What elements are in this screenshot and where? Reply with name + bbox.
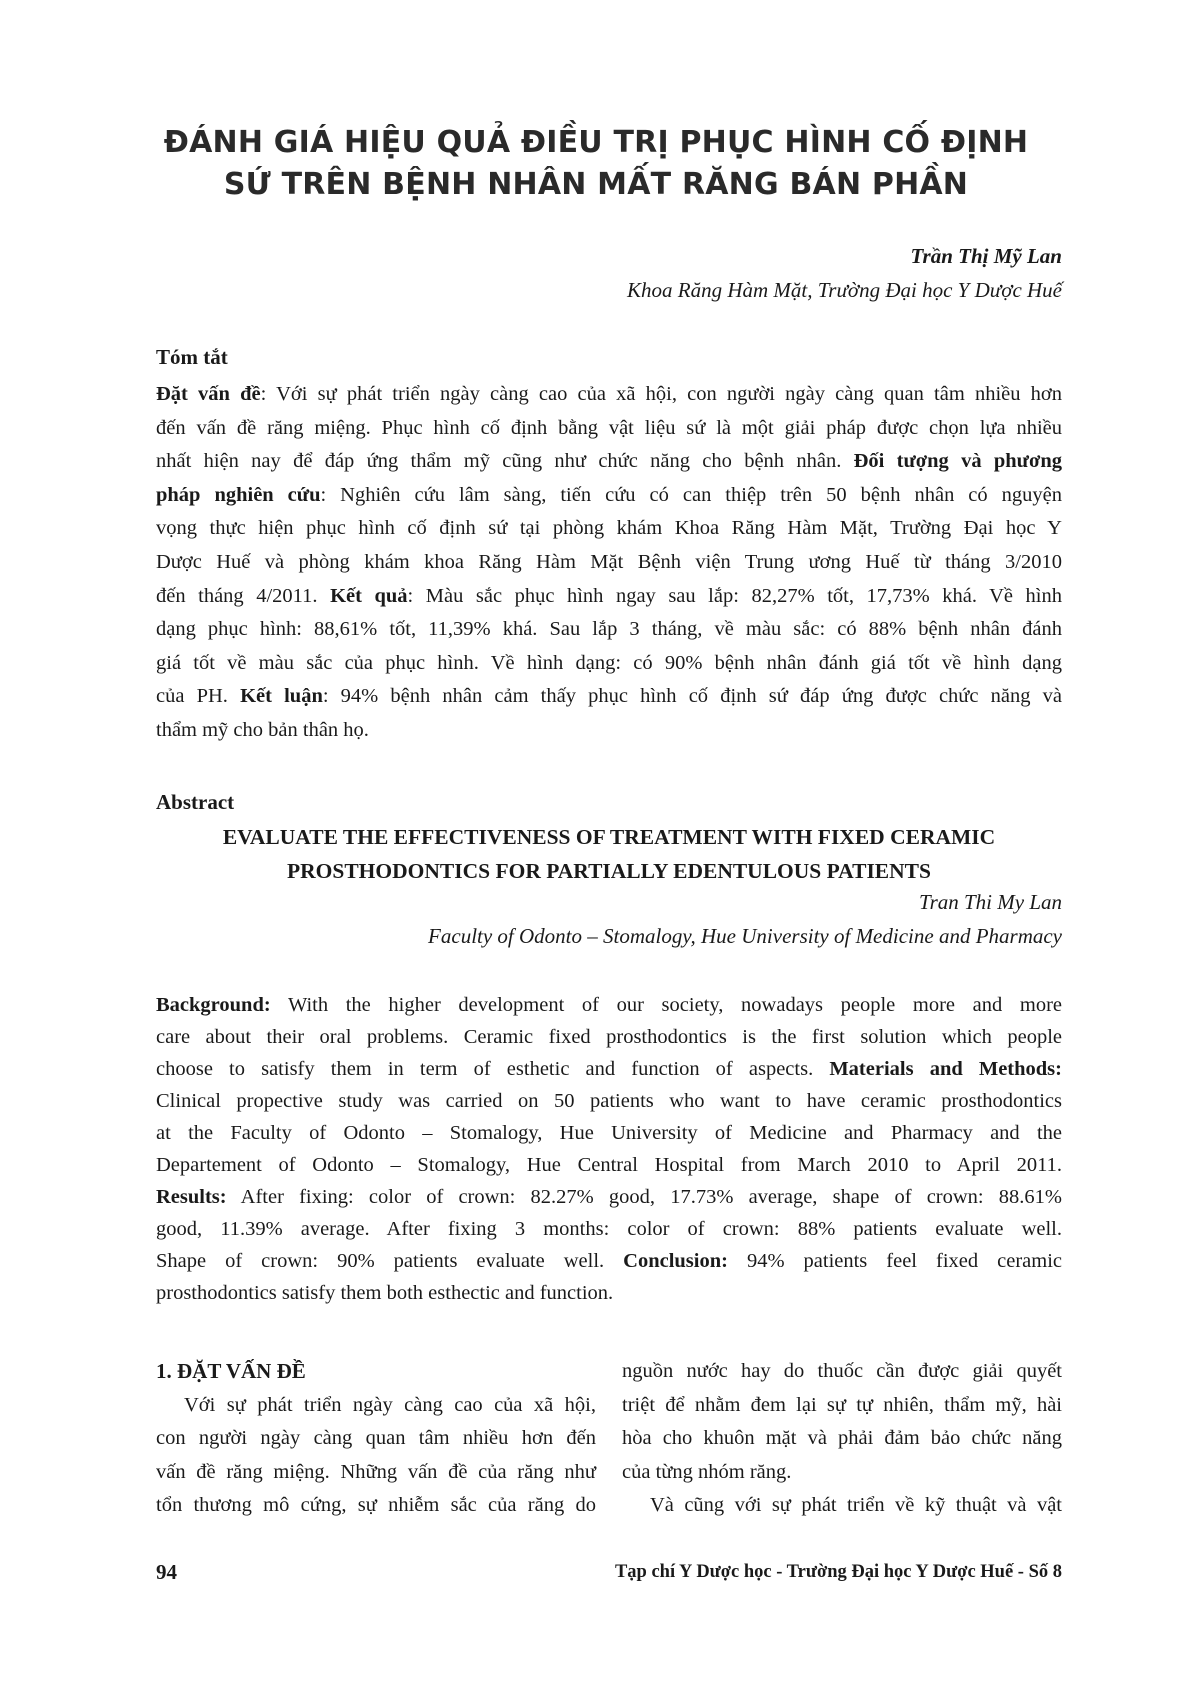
section1-right-column <box>622 1355 1062 1523</box>
abstract-title <box>156 820 1062 888</box>
abstract-author: Tran Thi My Lan <box>919 890 1062 914</box>
abstract-line: care about their oral problems. Ceramic fixed prosthodontics is the first solution which people <box>156 1026 1062 1048</box>
summary-paragraph <box>156 378 1062 748</box>
section1-line: nguồn nước hay do thuốc cần được giải quyết <box>622 1360 1062 1382</box>
section1-heading: 1. ĐẶT VẤN ĐỀ <box>156 1359 306 1383</box>
abstract-line: Background: With the higher development of our society, nowadays people more and more <box>156 994 1062 1016</box>
summary-line: vọng thực hiện phục hình cố định sứ tại phòng khám Khoa Răng Hàm Mặt, Trường Đại học Y <box>156 517 1062 540</box>
summary-line: Dược Huế và phòng khám khoa Răng Hàm Mặt Bệnh viện Trung ương Huế từ tháng 3/2010 <box>156 550 1062 573</box>
section1-line: Với sự phát triển ngày càng cao của xã hội, <box>184 1393 596 1416</box>
section1-left-column <box>156 1355 596 1523</box>
summary-line: nhất hiện nay để đáp ứng thẩm mỹ cũng như chức năng cho bệnh nhân. Đối tượng và phương <box>156 450 1062 473</box>
abstract-line: Shape of crown: 90% patients evaluate well. Conclusion: 94% patients feel fixed ceramic <box>156 1250 1062 1272</box>
abstract-title-line-2: PROSTHODONTICS FOR PARTIALLY EDENTULOUS PATIENTS <box>287 859 931 883</box>
summary-line: thẩm mỹ cho bản thân họ. <box>156 718 369 741</box>
section1-line: tổn thương mô cứng, sự nhiễm sắc của răng do <box>156 1494 596 1516</box>
abstract-line: Departement of Odonto – Stomalogy, Hue Central Hospital from March 2010 to April 2011. <box>156 1154 1062 1176</box>
abstract-line: good, 11.39% average. After fixing 3 months: color of crown: 88% patients evaluate well. <box>156 1218 1062 1240</box>
summary-heading: Tóm tắt <box>156 345 228 369</box>
abstract-line: prosthodontics satisfy them both esthectic and function. <box>156 1282 614 1304</box>
section1-line: hòa cho khuôn mặt và phải đảm bảo chức năng <box>622 1427 1062 1449</box>
abstract-title-line-1: EVALUATE THE EFFECTIVENESS OF TREATMENT WITH FIXED CERAMIC <box>222 825 996 849</box>
section1-line: vấn đề răng miệng. Những vấn đề của răng như <box>156 1460 596 1483</box>
section1-line: con người ngày càng quan tâm nhiều hơn đến <box>156 1427 596 1449</box>
summary-line: Đặt vấn đề: Với sự phát triển ngày càng cao của xã hội, con người ngày càng quan tâm nhiều hơn <box>156 383 1062 405</box>
abstract-line: Clinical propective study was carried on 50 patients who want to have ceramic prosthodontics <box>156 1090 1062 1112</box>
title-line-2: SỨ TRÊN BỆNH NHÂN MẤT RĂNG BÁN PHẦN <box>223 167 969 202</box>
section1-line: Và cũng với sự phát triển về kỹ thuật và vật <box>650 1494 1062 1516</box>
author-affiliation: Khoa Răng Hàm Mặt, Trường Đại học Y Dược Huế <box>627 278 1062 302</box>
article-title <box>100 122 1092 206</box>
page-number: 94 <box>156 1560 177 1584</box>
summary-line: đến vấn đề răng miệng. Phục hình cố định bằng vật liệu sứ là một giải pháp được chọn lựa nhiều <box>156 416 1062 439</box>
summary-line: giá tốt về màu sắc của phục hình. Về hình dạng: có 90% bệnh nhân đánh giá tốt về hình dạng <box>156 651 1062 674</box>
abstract-line: Results: After fixing: color of crown: 82.27% good, 17.73% average, shape of crown: 88.61% <box>156 1186 1062 1208</box>
author-name: Trần Thị Mỹ Lan <box>910 244 1062 268</box>
abstract-affiliation: Faculty of Odonto – Stomalogy, Hue University of Medicine and Pharmacy <box>428 924 1062 948</box>
abstract-heading: Abstract <box>156 790 235 814</box>
abstract-line: at the Faculty of Odonto – Stomalogy, Hue University of Medicine and Pharmacy and the <box>156 1122 1062 1144</box>
summary-line: dạng phục hình: 88,61% tốt, 11,39% khá. Sau lắp 3 tháng, về màu sắc: có 88% bệnh nhân đánh <box>156 618 1062 641</box>
journal-footer: Tạp chí Y Dược học - Trường Đại học Y Dược Huế - Số 8 <box>614 1562 1062 1582</box>
abstract-line: choose to satisfy them in term of esthetic and function of aspects. Materials and Methods: <box>156 1058 1062 1080</box>
section1-line: triệt để nhằm đem lại sự tự nhiên, thẩm mỹ, hài <box>622 1393 1062 1416</box>
summary-line: của PH. Kết luận: 94% bệnh nhân cảm thấy phục hình cố định sứ đáp ứng được chức năng và <box>156 685 1062 708</box>
section1-line: của từng nhóm răng. <box>622 1460 792 1483</box>
title-line-1: ĐÁNH GIÁ HIỆU QUẢ ĐIỀU TRỊ PHỤC HÌNH CỐ ĐỊNH <box>163 125 1029 160</box>
summary-line: pháp nghiên cứu: Nghiên cứu lâm sàng, tiến cứu có can thiệp trên 50 bệnh nhân có nguyện <box>156 483 1062 506</box>
abstract-paragraph <box>156 989 1062 1309</box>
summary-line: đến tháng 4/2011. Kết quả: Màu sắc phục hình ngay sau lắp: 82,27% tốt, 17,73% khá. Về hình <box>156 584 1063 607</box>
